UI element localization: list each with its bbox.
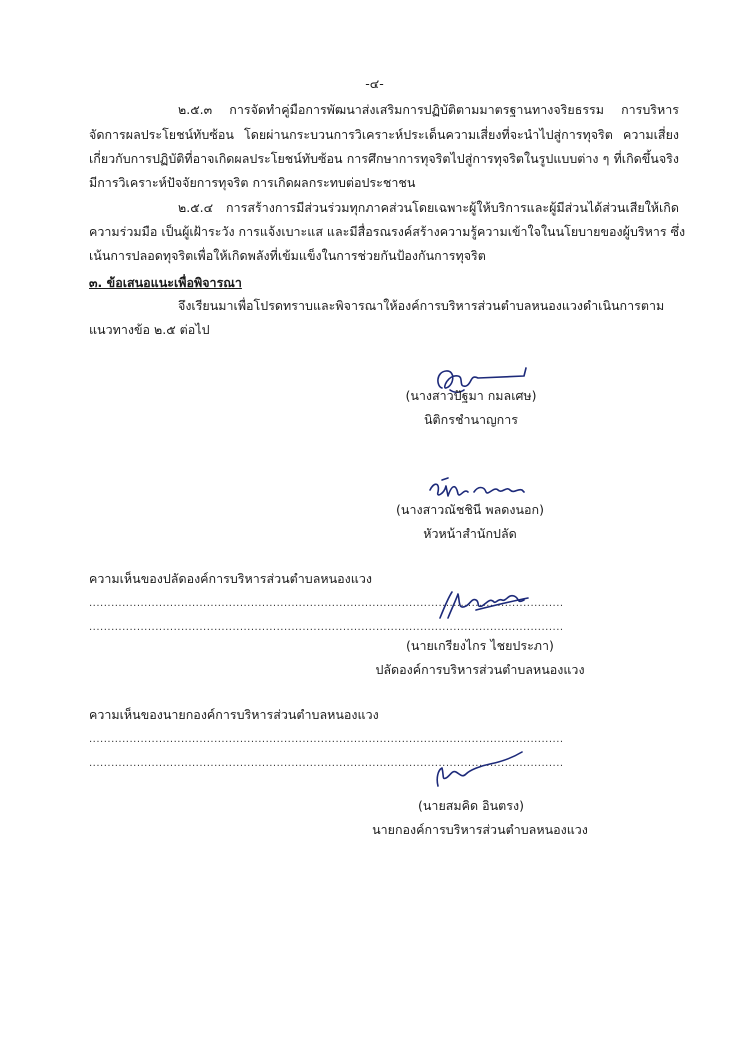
text-line: ความร่วมมือ เป็นผู้เฝ้าระวัง การแจ้งเบาะแส และมีสื่อรณรงค์สร้างความรู้ความเข้าใจในนโยบายของผู้บริหาร ซึ่ง [89,224,686,239]
signatory-position: หัวหน้าสำนักปลัด [423,526,517,541]
signatory-name: (นายเกรียงไกร ไชยประภา) [406,638,554,653]
dotted-line: ................................................................................................................................. [89,758,564,769]
opinion-label: ความเห็นของปลัดองค์การบริหารส่วนตำบลหนองแวง [89,571,372,586]
text-line: แนวทางข้อ ๒.๕ ต่อไป [89,322,210,337]
text-line: จึงเรียนมาเพื่อโปรดทราบและพิจารณาให้องค์การบริหารส่วนตำบลหนองแวงดำเนินการตาม [178,298,665,313]
text-line: มีการวิเคราะห์ปัจจัยการทุจริต การเกิดผลกระทบต่อประชาชน [89,175,416,190]
signature-image [430,750,530,790]
text-line: เกี่ยวกับการปฏิบัติที่อาจเกิดผลประโยชน์ทับซ้อน การศึกษาการทุจริตไปสู่การทุจริตในรูปแบบต่าง ๆ ที่เกิดขึ้นจริง [89,151,679,166]
text-line: ๒.๕.๔ การสร้างการมีส่วนร่วมทุกภาคส่วนโดยเฉพาะผู้ให้บริการและผู้มีส่วนได้ส่วนเสียให้เกิด [178,200,679,215]
opinion-label: ความเห็นของนายกองค์การบริหารส่วนตำบลหนองแวง [89,707,379,722]
signature-image [436,588,531,622]
signatory-position: นายกองค์การบริหารส่วนตำบลหนองแวง [372,822,588,837]
text-line: เน้นการปลอดทุจริตเพื่อให้เกิดพลังที่เข้มแข็งในการช่วยกันป้องกันการทุจริต [89,248,486,263]
section-heading: ๓. ข้อเสนอแนะเพื่อพิจารณา [89,275,242,290]
signatory-name: (นางสาวณัชชินี พลดงนอก) [396,502,544,517]
dotted-line: ................................................................................................................................. [89,622,564,633]
dotted-line: ................................................................................................................................. [89,598,564,609]
dotted-line: ................................................................................................................................. [89,734,564,745]
page-number: -๔- [365,76,384,91]
signatory-position: ปลัดองค์การบริหารส่วนตำบลหนองแวง [375,662,585,677]
text-line: ๒.๕.๓ การจัดทำคู่มือการพัฒนาส่งเสริมการปฏิบัติตามมาตรฐานทางจริยธรรม การบริหาร [178,102,679,117]
text-line: จัดการผลประโยชน์ทับซ้อน โดยผ่านกระบวนการวิเคราะห์ประเด็นความเสี่ยงที่จะนำไปสู่การทุจริต ความเสี่ยง [89,127,679,142]
signatory-name: (นายสมคิด อินตรง) [418,798,524,813]
signatory-name: (นางสาวปัฐมา กมลเศษ) [405,388,537,403]
signature-image [426,476,536,502]
signatory-position: นิติกรชำนาญการ [424,412,518,427]
